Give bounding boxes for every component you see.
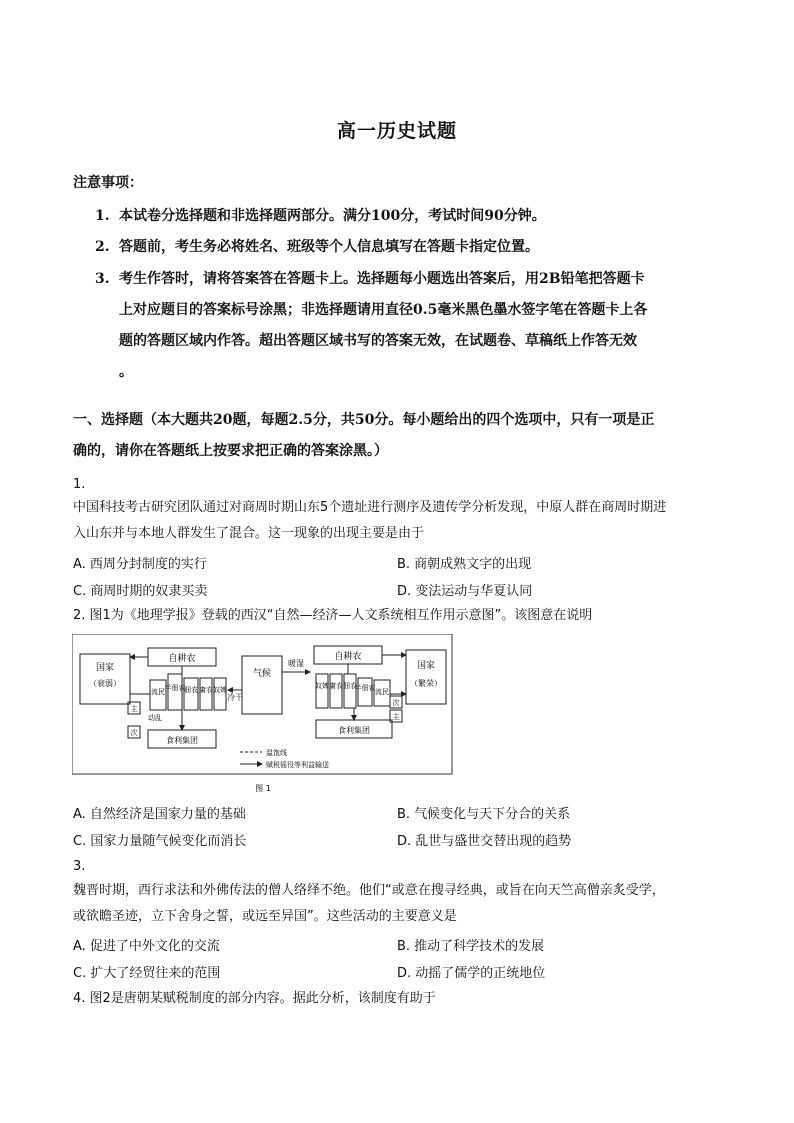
left-group-box: [168, 674, 182, 710]
cold-dry-label: 冷干: [227, 693, 243, 702]
legend-arrow-label: 赋税徭役等利益输送: [266, 761, 329, 769]
q2-option-d[interactable]: D. 乱世与盛世交替出现的趋势: [397, 834, 572, 849]
main-tag-label: 主: [130, 705, 138, 713]
left-group-box: [184, 678, 198, 710]
right-group-box: [316, 674, 328, 708]
legend-dashed-label: 温饱线: [266, 749, 287, 757]
q2-option-b[interactable]: B. 气候变化与天下分合的关系: [397, 807, 571, 822]
notice-item-3-line-4: 。: [119, 364, 133, 380]
notice-item-1: [95, 206, 546, 226]
left-group-label: 流民: [151, 688, 165, 696]
q1-option-d[interactable]: D. 变法运动与华夏认同: [397, 584, 533, 599]
warm-wet-label: 暖湿: [288, 659, 304, 668]
q1-option-b[interactable]: B. 商朝成熟文字的出现: [397, 557, 532, 572]
q3-option-b[interactable]: B. 推动了科学技术的发展: [397, 939, 545, 954]
notice-heading: 注意事项：: [73, 175, 143, 191]
right-group-label: 奴婢: [315, 682, 329, 690]
q4-stem: 4. 图2是唐朝某赋税制度的部分内容。据此分析，该制度有助于: [73, 991, 436, 1006]
left-state-note: （衰弱）: [89, 679, 121, 688]
notice-item-text: 本试卷分选择题和非选择题两部分。满分100分，考试时间90分钟。: [119, 208, 546, 224]
right-group-box: [330, 674, 342, 708]
left-group-box: [214, 678, 226, 710]
left-group-label: 奴婢: [213, 686, 227, 694]
left-farmer-label: 自耕农: [168, 654, 196, 664]
q1-stem-line-1: 中国科技考古研究团队通过对商周时期山东5个遗址进行测序及遗传学分析发现，中原人群在商周时期进: [73, 500, 667, 515]
right-group-label: 庸农: [329, 682, 343, 690]
right-group-box: [358, 678, 372, 706]
left-group-label: 佃农: [184, 686, 198, 694]
notice-item-3-line-1: 考生作答时，请将答案答在答题卡上。选择题每小题选出答案后，用2B铅笔把答题卡: [119, 271, 645, 287]
notice-item-num: 2.: [95, 239, 110, 255]
notice-item-3-line-3: 题的答题区域内作答。超出答题区域书写的答案无效，在试题卷、草稿纸上作答无效: [119, 333, 637, 349]
left-group-label: 庸农: [199, 686, 213, 694]
figure-caption: 图 1: [255, 784, 271, 793]
q2-stem: 2. 图1为《地理学报》登载的西汉“自然—经济—人文系统相互作用示意图”。该图意在说明: [73, 608, 593, 623]
section-heading-line-2: 确的，请你在答题纸上按要求把正确的答案涂黑。）: [73, 443, 388, 459]
figure-1-diagram: [72, 634, 454, 796]
right-group-label: 半佃农: [354, 684, 376, 692]
page-title: 高一历史试题: [336, 120, 457, 142]
left-state-label: 国家: [95, 663, 115, 673]
q1-option-a[interactable]: A. 西周分封制度的实行: [73, 557, 207, 572]
q2-option-a[interactable]: A. 自然经济是国家力量的基础: [73, 807, 246, 822]
secondary-tag-label: 次: [392, 699, 400, 707]
notice-item-2: [95, 237, 539, 257]
q1-stem-line-2: 入山东并与本地人群发生了混合。这一现象的出现主要是由于: [73, 526, 425, 541]
right-elite-label: 食利集团: [338, 726, 370, 735]
left-elite-label: 食利集团: [166, 736, 198, 745]
notice-item-text: 答题前，考生务必将姓名、班级等个人信息填写在答题卡指定位置。: [119, 239, 539, 255]
right-state-box: [406, 650, 446, 704]
unrest-label: 动乱: [148, 714, 162, 722]
q1-option-c[interactable]: C. 商周时期的奴隶买卖: [73, 584, 208, 599]
notice-item-3-line-2: 上对应题目的答案标号涂黑；非选择题请用直径0.5毫米黑色墨水签字笔在答题卡上各: [119, 302, 648, 318]
q3-option-c[interactable]: C. 扩大了经贸往来的范围: [73, 966, 221, 981]
right-state-note: （繁荣）: [410, 679, 442, 688]
left-group-label: 半佃农: [164, 684, 186, 692]
right-group-label: 流民: [375, 688, 389, 696]
right-group-label: 佃农: [343, 682, 357, 690]
notice-item-num: 1.: [95, 208, 110, 224]
q3-stem-line-1: 魏晋时期，西行求法和外佛传法的僧人络绎不绝。他们“或意在搜寻经典，或旨在向天竺高僧亲炙受学，: [73, 883, 665, 898]
right-farmer-label: 自耕农: [334, 652, 362, 662]
q3-option-a[interactable]: A. 促进了中外文化的交流: [73, 939, 220, 954]
climate-label: 气候: [252, 669, 272, 679]
q1-number: 1.: [73, 477, 86, 492]
right-state-label: 国家: [416, 661, 436, 671]
q3-number: 3.: [73, 859, 86, 874]
notice-item-3-num: 3.: [95, 271, 110, 287]
q3-option-d[interactable]: D. 动摇了儒学的正统地位: [397, 966, 546, 981]
left-group-box: [200, 678, 212, 710]
secondary-tag-label: 次: [130, 729, 138, 737]
section-heading-line-1: 一、选择题（本大题共20题，每题2.5分，共50分。每小题给出的四个选项中，只有一项是正: [73, 412, 655, 428]
climate-box: [242, 656, 282, 714]
main-tag-label: 主: [392, 713, 400, 721]
q3-stem-line-2: 或欲瞻圣迹，立下舍身之誓，或远至异国”。这些活动的主要意义是: [73, 909, 457, 924]
q2-option-c[interactable]: C. 国家力量随气候变化而消长: [73, 834, 247, 849]
